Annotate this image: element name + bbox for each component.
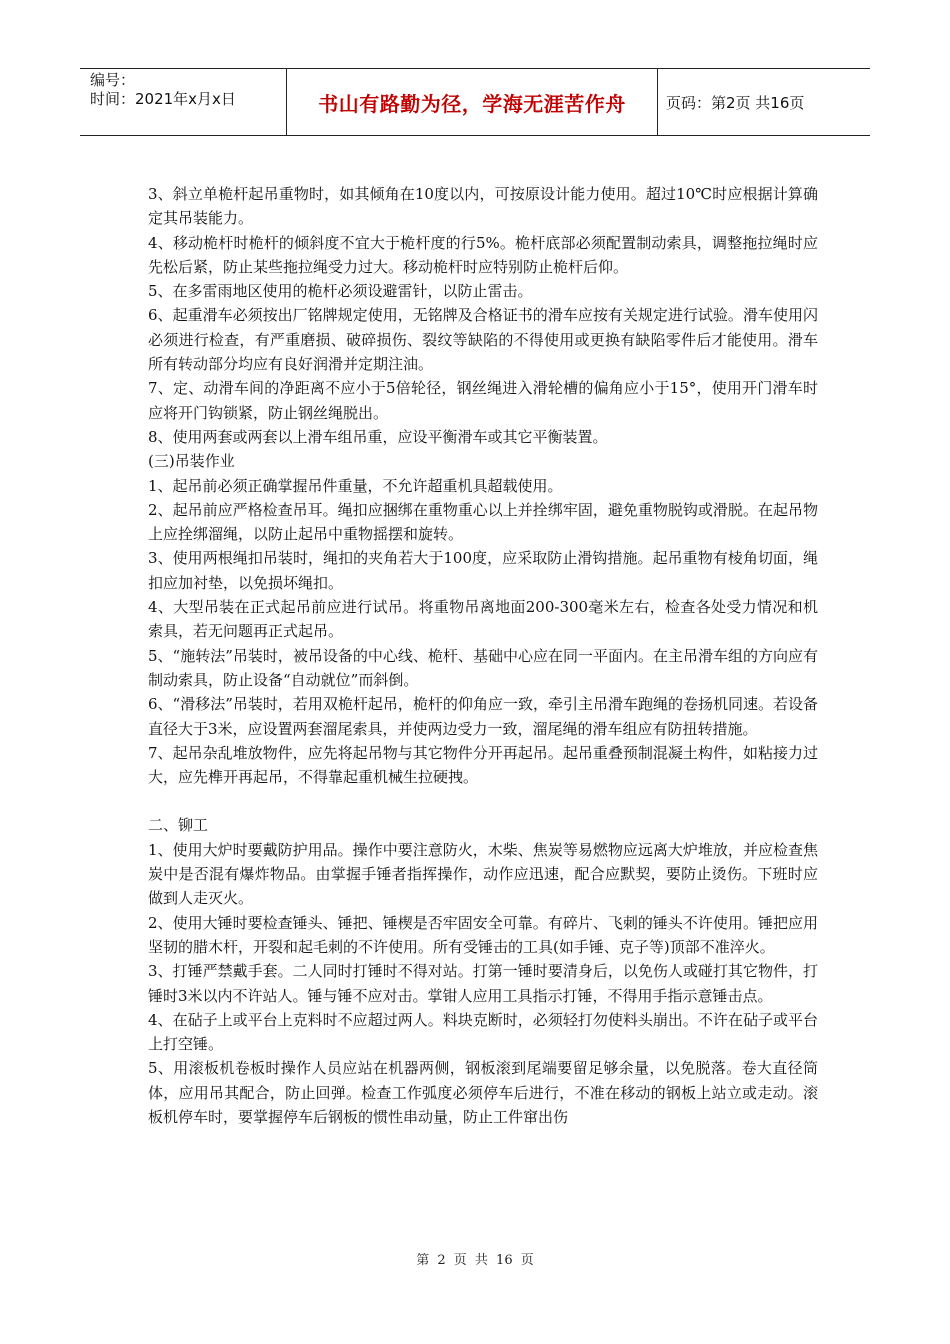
paragraph: 4、移动桅杆时桅杆的倾斜度不宜大于桅杆度的行5%。桅杆底部必须配置制动索具，调整拖拉绳时应先松后紧，防止某些拖拉绳受力过大。移动桅杆时应特别防止桅杆后仰。 [148, 233, 818, 276]
paragraph: 2、起吊前应严格检查吊耳。绳扣应捆绑在重物重心以上并拴绑牢固，避免重物脱钩或滑脱。在起吊物上应拴绑溜绳，以防止起吊中重物摇摆和旋转。 [148, 500, 818, 544]
paragraph: 5、在多雷雨地区使用的桅杆必须设避雷针，以防止雷击。 [148, 282, 533, 301]
paragraph: 3、斜立单桅杆起吊重物时，如其倾角在10度以内，可按原设计能力使用。超过10℃时应根据计算确定其吊装能力。 [148, 185, 818, 228]
paragraph: 1、起吊前必须正确掌握吊件重量，不允许超重机具超载使用。 [148, 476, 563, 495]
paragraph: 2、使用大锤时要检查锤头、锤把、锤楔是否牢固安全可靠。有碎片、飞刺的锤头不许使用。锤把应用坚韧的腊木杆，开裂和起毛刺的不许使用。所有受锤击的工具(如手锤、克子等)顶部不准淬火。 [148, 913, 818, 956]
document-number-label: 编号： [90, 71, 136, 89]
paragraph: 4、大型吊装在正式起吊前应进行试吊。将重物吊离地面200-300毫米左右，检查各处受力情况和机索具，若无问题再正式起吊。 [148, 598, 818, 641]
paragraph: 1、使用大炉时要戴防护用品。操作中要注意防火，木柴、焦炭等易燃物应远离大炉堆放，并应检查焦炭中是否混有爆炸物品。由掌握手锤者指挥操作，动作应迅速，配合应默契，要防止烫伤。下班时应做到人走灭火。 [148, 840, 818, 908]
paragraph: 5、用滚板机卷板时操作人员应站在机器两侧，钢板滚到尾端要留足够余量，以免脱落。卷大直径筒体，应用吊其配合，防止回弹。检查工作弧度必须停车后进行，不准在移动的钢板上站立或走动。滚板机停车时，要掌握停车后钢板的惯性串动量，防止工件窜出伤 [148, 1059, 818, 1126]
paragraph: 3、打锤严禁戴手套。二人同时打锤时不得对站。打第一锤时要清身后，以免伤人或碰打其它物件，打锤时3米以内不许站人。锤与锤不应对击。掌钳人应用工具指示打锤，不得用手指示意锤击点。 [148, 962, 818, 1005]
header-page-label: 页码：第2页 共16页 [666, 93, 805, 112]
document-time-label: 时间：2021年x月x日 [90, 90, 236, 108]
paragraph: 6、“滑移法”吊装时，若用双桅杆起吊，桅杆的仰角应一致，牵引主吊滑车跑绳的卷扬机同速。若设备直径大于3米，应设置两套溜尾索具，并使两边受力一致，溜尾绳的滑车组应有防扭转措施。 [148, 695, 818, 738]
document-body [148, 182, 818, 1129]
paragraph: 4、在砧子上或平台上克料时不应超过两人。料块克断时，必须轻打勿使料头崩出。不许在砧子或平台上打空锤。 [148, 1010, 818, 1054]
paragraph: 6、起重滑车必须按出厂铭牌规定使用，无铭牌及合格证书的滑车应按有关规定进行试验。滑车使用闪必须进行检查，有严重磨损、破碎损伤、裂纹等缺陷的不得使用或更换有缺陷零件后才能使用。滑车所有转动部分均应有良好润滑并定期注油。 [148, 306, 818, 374]
section-heading: (三)吊装作业 [148, 452, 235, 471]
page-header [80, 68, 870, 136]
section-heading: 二、铆工 [148, 816, 209, 835]
paragraph: 5、“施转法”吊装时，被吊设备的中心线、桅杆、基础中心应在同一平面内。在主吊滑车组的方向应有制动索具，防止设备“自动就位”而斜倒。 [148, 646, 818, 689]
header-motto: 书山有路勤为径，学海无涯苦作舟 [286, 69, 658, 135]
paragraph: 7、定、动滑车间的净距离不应小于5倍轮径，钢丝绳进入滑轮槽的偏角应小于15°，使用开门滑车时应将开门钩锁紧，防止钢丝绳脱出。 [148, 379, 818, 422]
paragraph: 3、使用两根绳扣吊装时，绳扣的夹角若大于100度，应采取防止滑钩措施。起吊重物有棱角切面，绳扣应加衬垫，以免损坏绳扣。 [148, 549, 818, 592]
page-footer: 第 2 页 共 16 页 [416, 1253, 534, 1268]
paragraph: 7、起吊杂乱堆放物件，应先将起吊物与其它物件分开再起吊。起吊重叠预制混凝土构件，如粘接力过大，应先榫开再起吊，不得靠起重机械生拉硬拽。 [148, 743, 818, 787]
paragraph: 8、使用两套或两套以上滑车组吊重，应设平衡滑车或其它平衡装置。 [148, 427, 608, 446]
header-meta [80, 69, 286, 135]
